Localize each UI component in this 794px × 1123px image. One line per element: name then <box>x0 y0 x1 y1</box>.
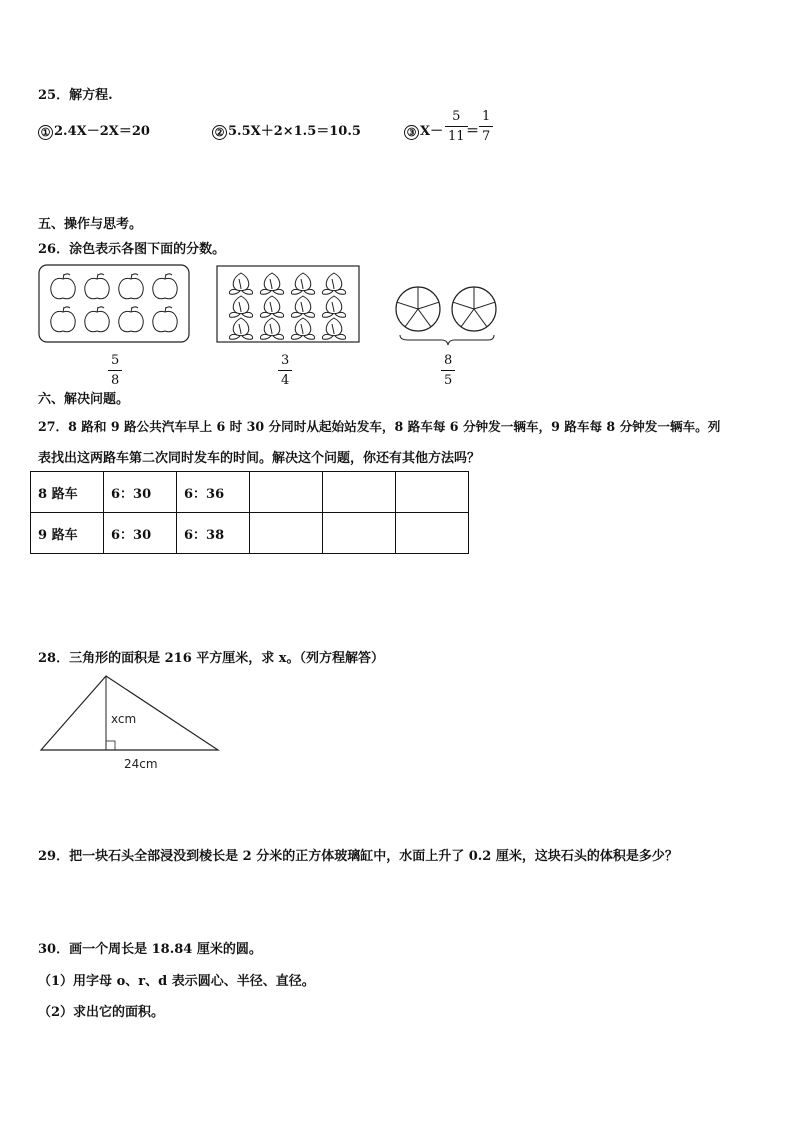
q26-fraction-circles <box>441 354 455 387</box>
table-cell-empty <box>396 513 469 554</box>
peach-icon <box>229 273 252 294</box>
bus-schedule-table <box>30 471 469 554</box>
circle-right <box>452 287 496 331</box>
apple-icon <box>119 274 143 299</box>
q28-title: 28．三角形的面积是 216 平方厘米，求 x。（列方程解答） <box>38 651 385 666</box>
table-cell-empty <box>250 513 323 554</box>
peach-icon <box>229 296 252 317</box>
apple-icon <box>119 307 143 332</box>
q25-title: 25．解方程. <box>38 88 113 103</box>
table-cell-route-9: 9 路车 <box>31 513 104 554</box>
table-cell-route-8: 8 路车 <box>31 472 104 513</box>
section-6-heading: 六、解决问题。 <box>38 392 130 407</box>
table-cell-empty <box>250 472 323 513</box>
q25-equation-1 <box>38 120 150 140</box>
peach-icon <box>322 318 345 339</box>
q25-eq1-number: ① <box>38 125 53 140</box>
apple-icon <box>153 274 177 299</box>
q25-equation-3 <box>404 120 443 140</box>
apple-row-top <box>51 274 177 299</box>
apple-icon <box>51 274 75 299</box>
brace-icon <box>400 335 494 345</box>
table-cell: 6：30 <box>104 472 177 513</box>
apple-icon <box>51 307 75 332</box>
q27-text-line-2: 表找出这两路车第二次同时发车的时间。解决这个问题，你还有其他方法吗？ <box>38 451 481 466</box>
q26-title: 26．涂色表示各图下面的分数。 <box>38 242 226 257</box>
table-cell: 6：30 <box>104 513 177 554</box>
table-cell: 6：36 <box>177 472 250 513</box>
q25-eq3-f2-numerator: 1 <box>482 109 491 124</box>
q25-eq3-f1-numerator: 5 <box>452 109 461 124</box>
q26-fraction-peaches <box>278 354 292 387</box>
apple-row-bottom <box>51 307 177 332</box>
table-cell-empty <box>396 472 469 513</box>
circles-figure <box>394 285 500 349</box>
q25-eq1-text: 2.4X－2X＝20 <box>54 124 150 139</box>
q25-eq2-text: 5.5X＋2×1.5＝10.5 <box>228 124 361 139</box>
peach-icon <box>322 296 345 317</box>
triangle-figure <box>38 672 228 772</box>
q30-subquestion-2: （2）求出它的面积。 <box>38 1005 165 1020</box>
peach-icon <box>260 273 283 294</box>
peach-box-figure <box>216 265 361 345</box>
circle-left <box>396 287 440 331</box>
apple-box-figure <box>38 264 190 344</box>
q25-eq3-lhs: X－ <box>420 124 444 139</box>
peach-icon <box>291 273 314 294</box>
q26-fraction-3-denominator: 5 <box>441 370 455 387</box>
peach-icon <box>291 296 314 317</box>
q27-text-line-1: 27．8 路和 9 路公共汽车早上 6 时 30 分同时从起始站发车，8 路车每 6 分钟发一辆车，9 路车每 8 分钟发一辆车。列 <box>38 419 721 434</box>
table-row <box>31 513 469 554</box>
table-cell-empty <box>323 472 396 513</box>
q26-fraction-2-denominator: 4 <box>278 370 292 387</box>
apple-box-frame <box>39 265 189 342</box>
right-angle-icon <box>106 741 115 750</box>
q26-fraction-1-denominator: 8 <box>108 370 122 387</box>
q25-eq3-equals: ＝ <box>466 124 480 139</box>
q26-fraction-3-numerator: 8 <box>444 353 453 368</box>
section-5-heading: 五、操作与思考。 <box>38 217 143 232</box>
q25-equation-2 <box>212 120 361 140</box>
q30-subquestion-1: （1）用字母 o、r、d 表示圆心、半径、直径。 <box>38 974 315 989</box>
q26-fraction-1-numerator: 5 <box>111 353 120 368</box>
peach-box-frame <box>217 266 359 342</box>
q25-eq2-number: ② <box>212 125 227 140</box>
q26-fraction-apples <box>108 354 122 387</box>
table-cell-empty <box>323 513 396 554</box>
q30-title: 30．画一个周长是 18.84 厘米的圆。 <box>38 942 262 957</box>
q25-eq3-fraction-2 <box>479 110 493 143</box>
peach-icon <box>291 318 314 339</box>
apple-icon <box>85 307 109 332</box>
apple-icon <box>85 274 109 299</box>
peach-icon <box>322 273 345 294</box>
triangle-height-label: xcm <box>111 712 137 726</box>
table-row <box>31 472 469 513</box>
triangle-base-label: 24cm <box>124 757 158 771</box>
apple-icon <box>153 307 177 332</box>
q25-eq3-f1-denominator: 11 <box>445 126 468 143</box>
peach-icon <box>260 318 283 339</box>
q26-fraction-2-numerator: 3 <box>281 353 290 368</box>
q29-title: 29．把一块石头全部浸没到棱长是 2 分米的正方体玻璃缸中，水面上升了 0.2 厘米，这块石头的体积是多少？ <box>38 849 678 864</box>
q25-eq3-fraction-1 <box>445 110 468 143</box>
q25-eq3-number: ③ <box>404 125 419 140</box>
table-cell: 6：38 <box>177 513 250 554</box>
peach-icon <box>229 318 252 339</box>
q25-eq3-f2-denominator: 7 <box>479 126 493 143</box>
peach-icon <box>260 296 283 317</box>
